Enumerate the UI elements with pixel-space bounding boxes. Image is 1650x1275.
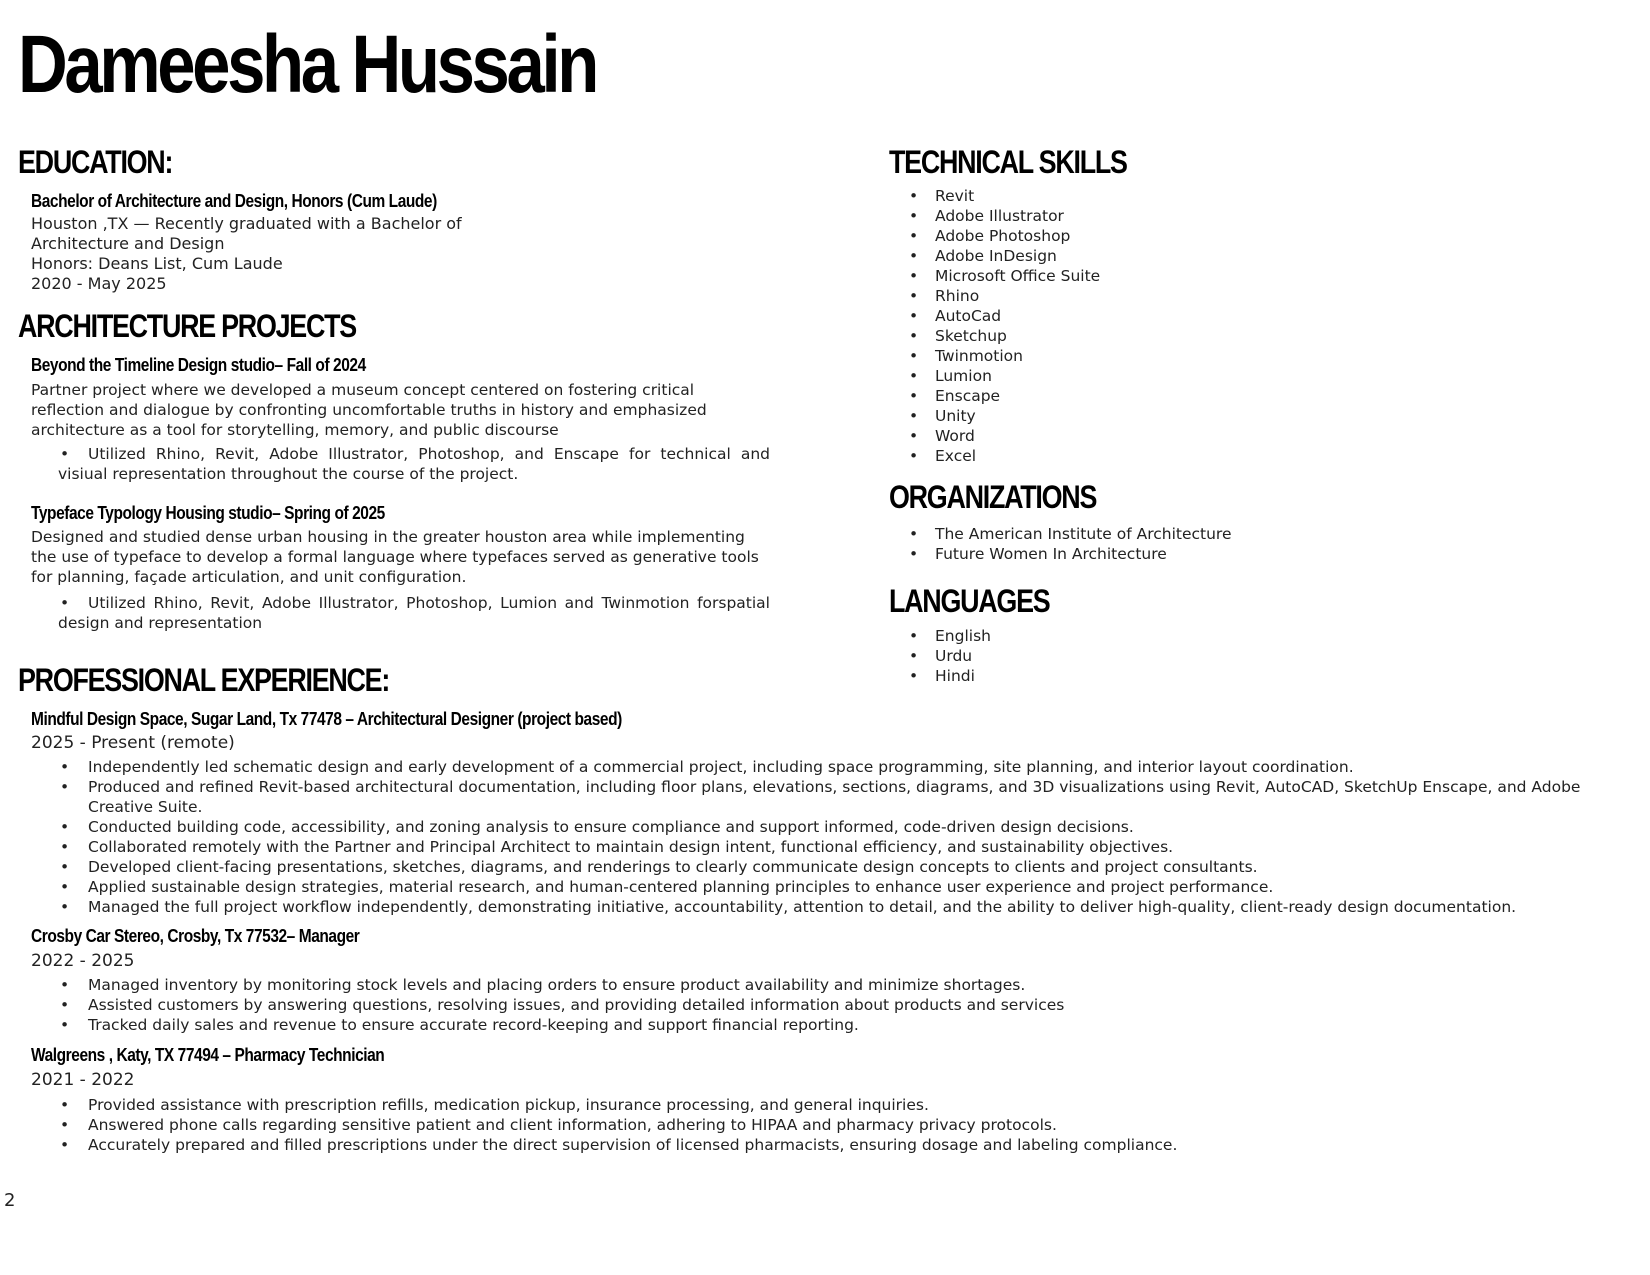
skills-list [907,186,1407,466]
skill-item: • Excel [907,446,1407,466]
skill-item: • Adobe Illustrator [907,206,1407,226]
project-description: Partner project where we developed a museum concept centered on fostering critical reflection and dialogue by confronting uncomfortable truths in history and emphasized architecture as a tool for storytelling, memory, and public discourse [31,381,707,439]
organizations-heading: ORGANIZATIONS [889,479,1097,515]
job-bullet: • Managed the full project workflow independently, demonstrating initiative, accountability, attention to detail, and the ability to deliver high-quality, client-ready design documentation. [58,897,1603,917]
project-title: Typeface Typology Housing studio– Spring of 2025 [31,503,385,523]
job-bullet: • Managed inventory by monitoring stock levels and placing orders to ensure product availability and minimize shortages. [58,975,1603,995]
language-item: • English [907,626,1407,646]
skill-item: • Twinmotion [907,346,1407,366]
skill-item: • Adobe InDesign [907,246,1407,266]
job-bullet: • Provided assistance with prescription refills, medication pickup, insurance processing, and general inquiries. [58,1095,1603,1115]
education-heading: EDUCATION: [18,144,173,180]
skill-item: • Revit [907,186,1407,206]
education-details [31,214,462,294]
education-line: Honors: Deans List, Cum Laude [31,254,283,273]
skill-item: • Unity [907,406,1407,426]
job-bullet: • Developed client-facing presentations, sketches, diagrams, and renderings to clearly communicate design concepts to clients and project consultants. [58,857,1603,877]
language-item: • Hindi [907,666,1407,686]
education-degree: Bachelor of Architecture and Design, Honors (Cum Laude) [31,191,437,211]
projects-heading: ARCHITECTURE PROJECTS [18,308,356,344]
job-bullet: • Tracked daily sales and revenue to ensure accurate record-keeping and support financial reporting. [58,1015,1603,1035]
skill-item: • Lumion [907,366,1407,386]
job-bullet: • Conducted building code, accessibility, and zoning analysis to ensure compliance and support informed, code-driven design decisions. [58,817,1603,837]
project-bullet [58,593,770,633]
organizations-list [907,524,1407,564]
job-dates: 2021 - 2022 [31,1070,135,1090]
project-description: Designed and studied dense urban housing in the greater houston area while implementing the use of typeface to develop a formal language where typefaces served as generative tools for planning, façade articulation, and unit configuration. [31,528,759,586]
languages-list [907,626,1407,686]
project-bullet-text: Utilized Rhino, Revit, Adobe Illustrator, Photoshop, Lumion and Twinmotion forspatial design and representation [58,594,770,632]
job-bullets [58,1095,1603,1155]
job-bullet: • Produced and refined Revit-based architectural documentation, including floor plans, elevations, sections, diagrams, and 3D visualizations using Revit, AutoCAD, SketchUp Enscape, and Adobe Creative Suite. [58,777,1603,817]
bullet-dot: • [60,594,70,612]
job-bullet: • Answered phone calls regarding sensitive patient and client information, adhering to HIPAA and pharmacy privacy protocols. [58,1115,1603,1135]
organization-item: • Future Women In Architecture [907,544,1407,564]
job-dates: 2025 - Present (remote) [31,733,235,753]
job-dates: 2022 - 2025 [31,951,135,971]
job-bullet: • Independently led schematic design and early development of a commercial project, including space programming, site planning, and interior layout coordination. [58,757,1603,777]
page-number: 2 [4,1190,16,1211]
languages-heading: LANGUAGES [889,583,1050,619]
skill-item: • Word [907,426,1407,446]
education-line: 2020 - May 2025 [31,274,167,293]
job-bullet: • Applied sustainable design strategies, material research, and human-centered planning principles to enhance user experience and project performance. [58,877,1603,897]
job-title: Crosby Car Stereo, Crosby, Tx 77532– Manager [31,926,360,946]
education-line: Architecture and Design [31,234,225,253]
skill-item: • Enscape [907,386,1407,406]
project-title: Beyond the Timeline Design studio– Fall of 2024 [31,355,366,375]
job-bullet: • Accurately prepared and filled prescriptions under the direct supervision of licensed pharmacists, ensuring dosage and labeling compliance. [58,1135,1603,1155]
skill-item: • Rhino [907,286,1407,306]
project-bullet-text: Utilized Rhino, Revit, Adobe Illustrator, Photoshop, and Enscape for technical and visiual representation throughout the course of the project. [58,445,770,483]
language-item: • Urdu [907,646,1407,666]
skills-heading: TECHNICAL SKILLS [889,144,1127,180]
job-bullets [58,757,1603,917]
job-bullet: • Collaborated remotely with the Partner and Principal Architect to maintain design intent, functional efficiency, and sustainability objectives. [58,837,1603,857]
experience-heading: PROFESSIONAL EXPERIENCE: [18,662,390,698]
job-bullet: • Assisted customers by answering questions, resolving issues, and providing detailed information about products and services [58,995,1603,1015]
skill-item: • AutoCad [907,306,1407,326]
education-line: Houston ,TX — Recently graduated with a Bachelor of [31,214,462,233]
skill-item: • Adobe Photoshop [907,226,1407,246]
organization-item: • The American Institute of Architecture [907,524,1407,544]
job-title: Mindful Design Space, Sugar Land, Tx 77478 – Architectural Designer (project based) [31,709,622,729]
project-bullet [58,444,770,484]
job-bullets [58,975,1603,1035]
bullet-dot: • [60,445,70,463]
job-title: Walgreens , Katy, TX 77494 – Pharmacy Technician [31,1045,385,1065]
skill-item: • Microsoft Office Suite [907,266,1407,286]
resume-name: Dameesha Hussain [18,19,596,110]
skill-item: • Sketchup [907,326,1407,346]
